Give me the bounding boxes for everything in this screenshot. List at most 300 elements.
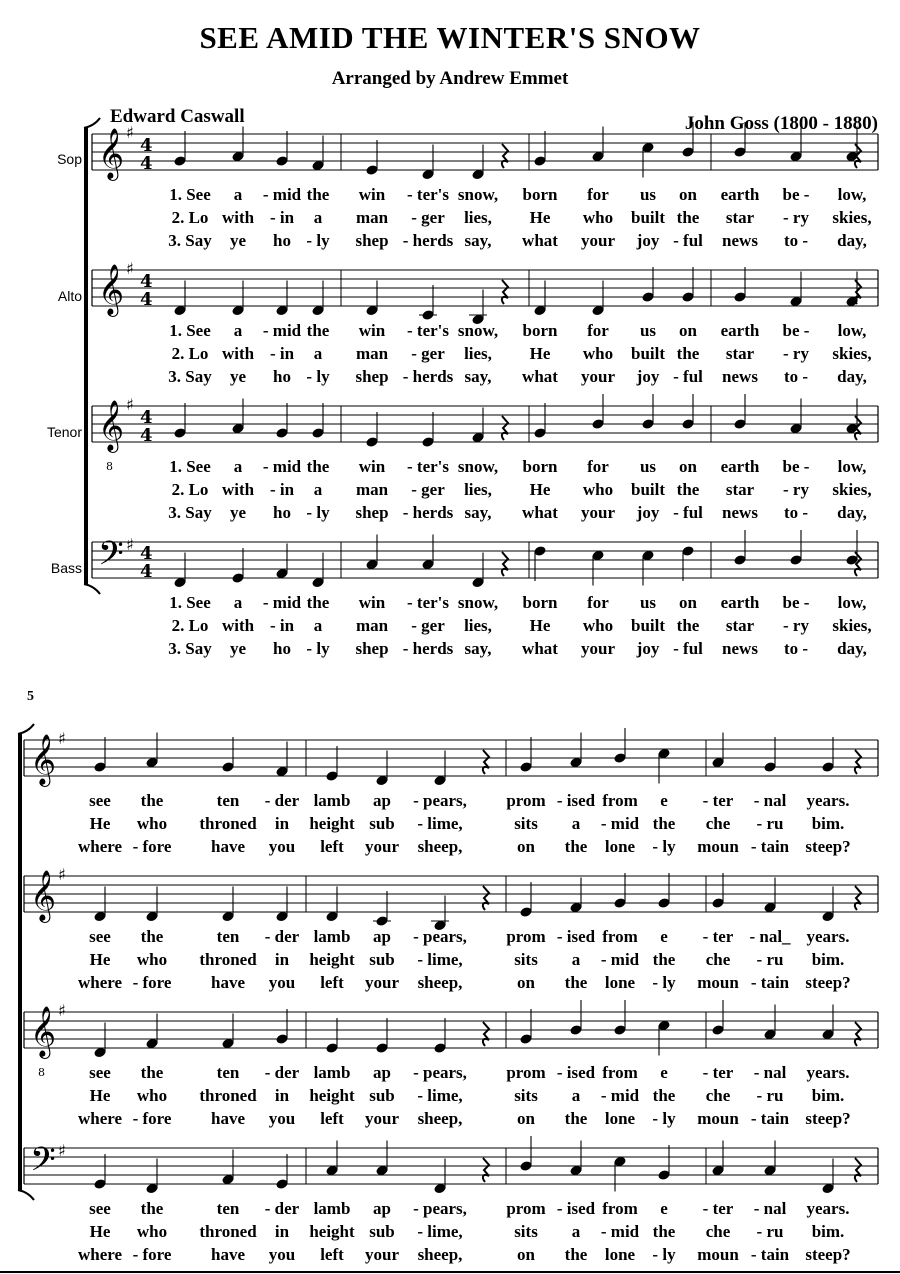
lyric-syllable: sub xyxy=(369,1222,395,1241)
lyric-syllable: years. xyxy=(806,1199,850,1218)
page-bottom-rule xyxy=(0,1271,900,1273)
lyric-syllable: che xyxy=(705,1086,731,1105)
lyric-syllable: moun xyxy=(697,837,739,856)
quarter-rest xyxy=(502,552,508,576)
lyric-syllable: from xyxy=(602,791,638,810)
lyric-syllable: - ised xyxy=(556,927,596,946)
lyric-syllable: the xyxy=(564,973,588,992)
lyric-syllable: shep xyxy=(355,367,389,386)
lyric-syllable: lamb xyxy=(313,927,351,946)
lyric-syllable: a xyxy=(313,480,323,499)
lyric-syllable: from xyxy=(602,1199,638,1218)
lyric-syllable: the xyxy=(652,950,676,969)
bracket-hook xyxy=(18,724,34,734)
lyric-syllable: the xyxy=(306,457,330,476)
lyric-syllable: say, xyxy=(464,503,492,522)
lyric-syllable: - ly xyxy=(306,231,330,250)
bracket-hook xyxy=(18,1190,34,1200)
lyric-syllable: 2. Lo xyxy=(171,616,209,635)
lyric-syllable: see xyxy=(89,927,111,946)
lyric-syllable: - fore xyxy=(132,837,172,856)
lyric-syllable: shep xyxy=(355,231,389,250)
lyric-syllable: lamb xyxy=(313,1063,351,1082)
lyric-syllable: snow, xyxy=(457,185,499,204)
lyric-syllable: ye xyxy=(229,231,247,250)
quarter-rest xyxy=(855,886,861,910)
lyric-syllable: - lime, xyxy=(417,814,463,833)
lyric-syllable: lies, xyxy=(464,480,492,499)
lyric-syllable: 3. Say xyxy=(168,639,212,658)
lyric-syllable: to - xyxy=(783,231,809,250)
lyric-syllable: e xyxy=(660,1063,668,1082)
lyric-syllable: He xyxy=(529,208,551,227)
lyric-syllable: man xyxy=(355,480,389,499)
lyric-syllable: snow, xyxy=(457,457,499,476)
lyric-syllable: from xyxy=(602,927,638,946)
lyric-syllable: - herds xyxy=(402,231,454,250)
lyric-syllable: sits xyxy=(514,814,538,833)
lyric-syllable: say, xyxy=(464,231,492,250)
lyric-syllable: left xyxy=(320,1245,344,1264)
lyric-syllable: a xyxy=(233,457,243,476)
quarter-rest xyxy=(855,416,861,440)
lyric-syllable: star xyxy=(725,344,755,363)
lyric-syllable: from xyxy=(602,1063,638,1082)
lyric-syllable: your xyxy=(581,367,615,386)
lyric-syllable: skies, xyxy=(832,344,872,363)
lyric-syllable: years. xyxy=(806,791,850,810)
lyric-syllable: your xyxy=(581,231,615,250)
quarter-rest xyxy=(855,280,861,304)
lyric-syllable: moun xyxy=(697,1109,739,1128)
lyric-syllable: ye xyxy=(229,639,247,658)
lyric-syllable: you xyxy=(268,1245,296,1264)
lyric-syllable: skies, xyxy=(832,208,872,227)
lyric-syllable: a xyxy=(233,185,243,204)
lyric-syllable: man xyxy=(355,208,389,227)
lyric-syllable: - ru xyxy=(756,1222,784,1241)
lyric-syllable: lamb xyxy=(313,1199,351,1218)
lyric-syllable: - nal xyxy=(753,1063,787,1082)
lyric-syllable: - ger xyxy=(411,344,445,363)
lyric-syllable: left xyxy=(320,973,344,992)
lyric-syllable: 3. Say xyxy=(168,231,212,250)
lyric-syllable: the xyxy=(652,1222,676,1241)
lyric-syllable: - ru xyxy=(756,814,784,833)
lyric-syllable: He xyxy=(89,1222,111,1241)
lyric-syllable: - ter xyxy=(702,791,734,810)
lyric-syllable: - ter's xyxy=(406,185,450,204)
lyric-syllable: - ly xyxy=(652,1109,676,1128)
lyric-syllable: with xyxy=(221,208,255,227)
quarter-rest xyxy=(483,1158,489,1182)
lyric-syllable: - ised xyxy=(556,1199,596,1218)
lyric-syllable: - ger xyxy=(411,480,445,499)
lyric-syllable: on xyxy=(679,185,697,204)
lyric-syllable: - herds xyxy=(402,367,454,386)
lyric-syllable: - ter's xyxy=(406,321,450,340)
lyric-syllable: star xyxy=(725,480,755,499)
lyric-syllable: e xyxy=(660,927,668,946)
lyric-syllable: - ly xyxy=(652,973,676,992)
lyric-syllable: - ter's xyxy=(406,457,450,476)
lyric-syllable: He xyxy=(89,1086,111,1105)
lyric-syllable: throned xyxy=(199,1086,257,1105)
lyric-syllable: to - xyxy=(783,503,809,522)
lyric-syllable: He xyxy=(89,814,111,833)
part-label-sop: Sop xyxy=(57,151,82,167)
quarter-rest xyxy=(483,1022,489,1046)
quarter-rest xyxy=(855,750,861,774)
lyric-syllable: - ter xyxy=(702,927,734,946)
treble-clef: 𝄞 xyxy=(98,400,125,451)
lyric-syllable: what xyxy=(522,503,558,522)
lyric-syllable: the xyxy=(652,1086,676,1105)
lyric-syllable: ho xyxy=(273,367,291,386)
lyric-syllable: - ful xyxy=(673,231,703,250)
key-sharp: ♯ xyxy=(126,535,134,554)
lyric-syllable: steep? xyxy=(805,837,851,856)
quarter-rest xyxy=(855,1158,861,1182)
lyric-syllable: - lime, xyxy=(417,950,463,969)
lyric-syllable: - ly xyxy=(306,503,330,522)
quarter-rest xyxy=(483,750,489,774)
lyricist-credit: Edward Caswall xyxy=(110,106,245,127)
lyric-syllable: ten xyxy=(216,791,240,810)
bracket-hook xyxy=(84,584,100,594)
lyric-syllable: - mid xyxy=(262,321,302,340)
lyric-syllable: for xyxy=(587,185,609,204)
lyric-syllable: sub xyxy=(369,1086,395,1105)
lyric-syllable: - tain xyxy=(750,973,790,992)
lyric-syllable: 2. Lo xyxy=(171,208,209,227)
lyric-syllable: - der xyxy=(264,791,300,810)
lyric-syllable: ho xyxy=(273,503,291,522)
lyric-syllable: star xyxy=(725,208,755,227)
lyric-syllable: have xyxy=(211,837,245,856)
time-signature-top: 4 xyxy=(140,271,153,292)
lyric-syllable: lone xyxy=(604,1109,636,1128)
lyric-syllable: built xyxy=(630,480,666,499)
lyric-syllable: be - xyxy=(782,457,810,476)
lyric-syllable: shep xyxy=(355,639,389,658)
lyric-syllable: ap xyxy=(373,927,391,946)
lyric-syllable: a xyxy=(233,321,243,340)
lyric-syllable: - ised xyxy=(556,791,596,810)
lyric-syllable: built xyxy=(630,344,666,363)
lyric-syllable: - tain xyxy=(750,837,790,856)
lyric-syllable: - fore xyxy=(132,1109,172,1128)
lyric-syllable: where xyxy=(77,973,123,992)
lyric-syllable: what xyxy=(522,231,558,250)
lyric-syllable: 2. Lo xyxy=(171,344,209,363)
lyric-syllable: - pears, xyxy=(413,927,467,946)
lyric-syllable: sub xyxy=(369,814,395,833)
lyric-syllable: who xyxy=(582,344,614,363)
lyric-syllable: prom xyxy=(506,927,546,946)
lyric-syllable: - ry xyxy=(783,208,809,227)
lyric-syllable: He xyxy=(89,950,111,969)
lyric-syllable: sheep, xyxy=(417,837,463,856)
lyric-syllable: moun xyxy=(697,973,739,992)
lyric-syllable: have xyxy=(211,1109,245,1128)
lyric-syllable: a xyxy=(313,344,323,363)
quarter-rest xyxy=(855,144,861,168)
lyric-syllable: ap xyxy=(373,791,391,810)
lyric-syllable: throned xyxy=(199,814,257,833)
lyric-syllable: day, xyxy=(837,639,867,658)
lyric-syllable: us xyxy=(639,321,657,340)
lyric-syllable: - ter xyxy=(702,1063,734,1082)
lyric-syllable: years. xyxy=(806,927,850,946)
lyric-syllable: - ter's xyxy=(406,593,450,612)
lyric-syllable: - ful xyxy=(673,367,703,386)
lyric-syllable: shep xyxy=(355,503,389,522)
lyric-syllable: win xyxy=(358,457,386,476)
time-signature-bottom: 4 xyxy=(140,289,153,310)
lyric-syllable: the xyxy=(140,791,164,810)
lyric-syllable: ap xyxy=(373,1199,391,1218)
lyric-syllable: the xyxy=(676,616,700,635)
lyric-syllable: 2. Lo xyxy=(171,480,209,499)
lyric-syllable: lies, xyxy=(464,344,492,363)
lyric-syllable: - mid xyxy=(262,457,302,476)
bass-clef: 𝄢 xyxy=(30,1141,56,1187)
lyric-syllable: born xyxy=(522,593,558,612)
bass-clef: 𝄢 xyxy=(98,535,124,581)
lyric-syllable: a xyxy=(313,208,323,227)
lyric-syllable: on xyxy=(679,593,697,612)
lyric-syllable: - pears, xyxy=(413,1199,467,1218)
lyric-syllable: man xyxy=(355,616,389,635)
measure-number: 5 xyxy=(27,689,34,704)
key-sharp: ♯ xyxy=(58,865,66,884)
key-sharp: ♯ xyxy=(126,123,134,142)
treble-clef: 𝄞 xyxy=(30,870,57,921)
lyric-syllable: on xyxy=(679,321,697,340)
lyric-syllable: steep? xyxy=(805,1109,851,1128)
lyric-syllable: you xyxy=(268,837,296,856)
lyric-syllable: steep? xyxy=(805,1245,851,1264)
lyric-syllable: the xyxy=(676,480,700,499)
lyric-syllable: ye xyxy=(229,503,247,522)
lyric-syllable: - ful xyxy=(673,503,703,522)
quarter-rest xyxy=(483,886,489,910)
lyric-syllable: - mid xyxy=(600,814,640,833)
lyric-syllable: the xyxy=(652,814,676,833)
lyric-syllable: who xyxy=(136,950,168,969)
lyric-syllable: - ised xyxy=(556,1063,596,1082)
lyric-syllable: ho xyxy=(273,231,291,250)
lyric-syllable: He xyxy=(529,480,551,499)
lyric-syllable: news xyxy=(722,367,758,386)
time-signature-bottom: 4 xyxy=(140,425,153,446)
lyric-syllable: snow, xyxy=(457,593,499,612)
lyric-syllable: left xyxy=(320,1109,344,1128)
lyric-syllable: have xyxy=(211,1245,245,1264)
lyric-syllable: in xyxy=(274,1086,290,1105)
lyric-syllable: born xyxy=(522,321,558,340)
lyric-syllable: - nal xyxy=(753,1199,787,1218)
lyric-syllable: e xyxy=(660,1199,668,1218)
lyric-syllable: ten xyxy=(216,927,240,946)
lyric-syllable: height xyxy=(309,950,355,969)
lyric-syllable: the xyxy=(306,321,330,340)
quarter-rest xyxy=(502,280,508,304)
key-sharp: ♯ xyxy=(58,1141,66,1160)
lyric-syllable: ho xyxy=(273,639,291,658)
lyric-syllable: - ful xyxy=(673,639,703,658)
lyric-syllable: a xyxy=(233,593,243,612)
lyric-syllable: joy xyxy=(636,367,660,386)
lyric-syllable: lone xyxy=(604,973,636,992)
lyric-syllable: your xyxy=(365,1109,399,1128)
lyric-syllable: - fore xyxy=(132,973,172,992)
lyric-syllable: on xyxy=(517,837,535,856)
composer-credit: John Goss (1800 - 1880) xyxy=(684,113,878,134)
lyric-syllable: sheep, xyxy=(417,973,463,992)
lyric-syllable: - fore xyxy=(132,1245,172,1264)
lyric-syllable: - ter xyxy=(702,1199,734,1218)
lyric-syllable: who xyxy=(582,208,614,227)
lyric-syllable: in xyxy=(274,950,290,969)
treble-clef: 𝄞 xyxy=(98,128,125,179)
lyric-syllable: your xyxy=(365,837,399,856)
lyric-syllable: us xyxy=(639,457,657,476)
lyric-syllable: - mid xyxy=(600,1086,640,1105)
lyric-syllable: throned xyxy=(199,950,257,969)
lyric-syllable: - der xyxy=(264,927,300,946)
part-label-bass: Bass xyxy=(50,560,82,576)
lyric-syllable: - nal xyxy=(753,791,787,810)
time-signature-top: 4 xyxy=(140,407,153,428)
lyric-syllable: in xyxy=(274,814,290,833)
key-sharp: ♯ xyxy=(58,1001,66,1020)
lyric-syllable: - in xyxy=(269,480,295,499)
lyric-syllable: joy xyxy=(636,639,660,658)
lyric-syllable: day, xyxy=(837,503,867,522)
lyric-syllable: 1. See xyxy=(169,321,211,340)
lyric-syllable: who xyxy=(136,1222,168,1241)
part-label-alto: Alto xyxy=(57,288,82,304)
lyric-syllable: throned xyxy=(199,1222,257,1241)
lyric-syllable: - mid xyxy=(600,1222,640,1241)
lyric-syllable: lamb xyxy=(313,791,351,810)
lyric-syllable: your xyxy=(365,1245,399,1264)
lyric-syllable: earth xyxy=(720,185,760,204)
lyric-syllable: sheep, xyxy=(417,1245,463,1264)
time-signature-bottom: 4 xyxy=(140,153,153,174)
lyric-syllable: - ry xyxy=(783,616,809,635)
lyric-syllable: ten xyxy=(216,1199,240,1218)
lyric-syllable: - herds xyxy=(402,503,454,522)
lyric-syllable: skies, xyxy=(832,616,872,635)
lyric-syllable: in xyxy=(274,1222,290,1241)
lyric-syllable: - ly xyxy=(652,1245,676,1264)
lyric-syllable: a xyxy=(571,1086,581,1105)
octave-mark: 8 xyxy=(106,460,113,473)
lyric-syllable: day, xyxy=(837,231,867,250)
lyric-syllable: you xyxy=(268,1109,296,1128)
lyric-syllable: sheep, xyxy=(417,1109,463,1128)
arranger-credit: Arranged by Andrew Emmet xyxy=(331,68,569,89)
octave-mark: 8 xyxy=(38,1066,45,1079)
lyric-syllable: left xyxy=(320,837,344,856)
lyric-syllable: where xyxy=(77,1109,123,1128)
lyric-syllable: have xyxy=(211,973,245,992)
lyric-syllable: you xyxy=(268,973,296,992)
lyric-syllable: low, xyxy=(837,185,867,204)
lyric-syllable: He xyxy=(529,616,551,635)
lyric-syllable: earth xyxy=(720,457,760,476)
lyric-syllable: - ry xyxy=(783,344,809,363)
lyric-syllable: your xyxy=(581,503,615,522)
lyric-syllable: che xyxy=(705,1222,731,1241)
lyric-syllable: - ru xyxy=(756,1086,784,1105)
lyric-syllable: see xyxy=(89,791,111,810)
lyric-syllable: bim. xyxy=(811,950,845,969)
lyric-syllable: bim. xyxy=(811,1086,845,1105)
lyric-syllable: the xyxy=(306,185,330,204)
lyric-syllable: prom xyxy=(506,1199,546,1218)
lyric-syllable: to - xyxy=(783,367,809,386)
lyric-syllable: a xyxy=(313,616,323,635)
lyric-syllable: 1. See xyxy=(169,457,211,476)
lyric-syllable: ye xyxy=(229,367,247,386)
lyric-syllable: skies, xyxy=(832,480,872,499)
lyric-syllable: joy xyxy=(636,503,660,522)
lyric-syllable: for xyxy=(587,321,609,340)
lyric-syllable: be - xyxy=(782,321,810,340)
lyric-syllable: news xyxy=(722,639,758,658)
lyric-syllable: - tain xyxy=(750,1109,790,1128)
lyric-syllable: for xyxy=(587,457,609,476)
lyric-syllable: ap xyxy=(373,1063,391,1082)
lyric-syllable: where xyxy=(77,837,123,856)
lyric-syllable: - der xyxy=(264,1199,300,1218)
treble-clef: 𝄞 xyxy=(30,734,57,785)
lyric-syllable: - ly xyxy=(306,367,330,386)
lyric-syllable: with xyxy=(221,480,255,499)
lyric-syllable: - in xyxy=(269,616,295,635)
lyric-syllable: what xyxy=(522,639,558,658)
lyric-syllable: - mid xyxy=(262,185,302,204)
lyric-syllable: - der xyxy=(264,1063,300,1082)
lyric-syllable: who xyxy=(582,616,614,635)
lyric-syllable: 1. See xyxy=(169,593,211,612)
key-sharp: ♯ xyxy=(126,259,134,278)
lyric-syllable: be - xyxy=(782,185,810,204)
lyric-syllable: - ly xyxy=(306,639,330,658)
lyric-syllable: the xyxy=(564,1109,588,1128)
lyric-syllable: the xyxy=(564,837,588,856)
lyric-syllable: - mid xyxy=(600,950,640,969)
lyric-syllable: the xyxy=(140,1199,164,1218)
lyric-syllable: win xyxy=(358,593,386,612)
lyric-syllable: the xyxy=(140,927,164,946)
lyric-syllable: the xyxy=(140,1063,164,1082)
lyric-syllable: on xyxy=(517,1109,535,1128)
quarter-rest xyxy=(502,416,508,440)
lyric-syllable: who xyxy=(136,814,168,833)
lyric-syllable: - pears, xyxy=(413,791,467,810)
lyric-syllable: 3. Say xyxy=(168,367,212,386)
lyric-syllable: low, xyxy=(837,321,867,340)
lyric-syllable: lone xyxy=(604,1245,636,1264)
lyric-syllable: born xyxy=(522,185,558,204)
lyric-syllable: che xyxy=(705,814,731,833)
lyric-syllable: us xyxy=(639,593,657,612)
